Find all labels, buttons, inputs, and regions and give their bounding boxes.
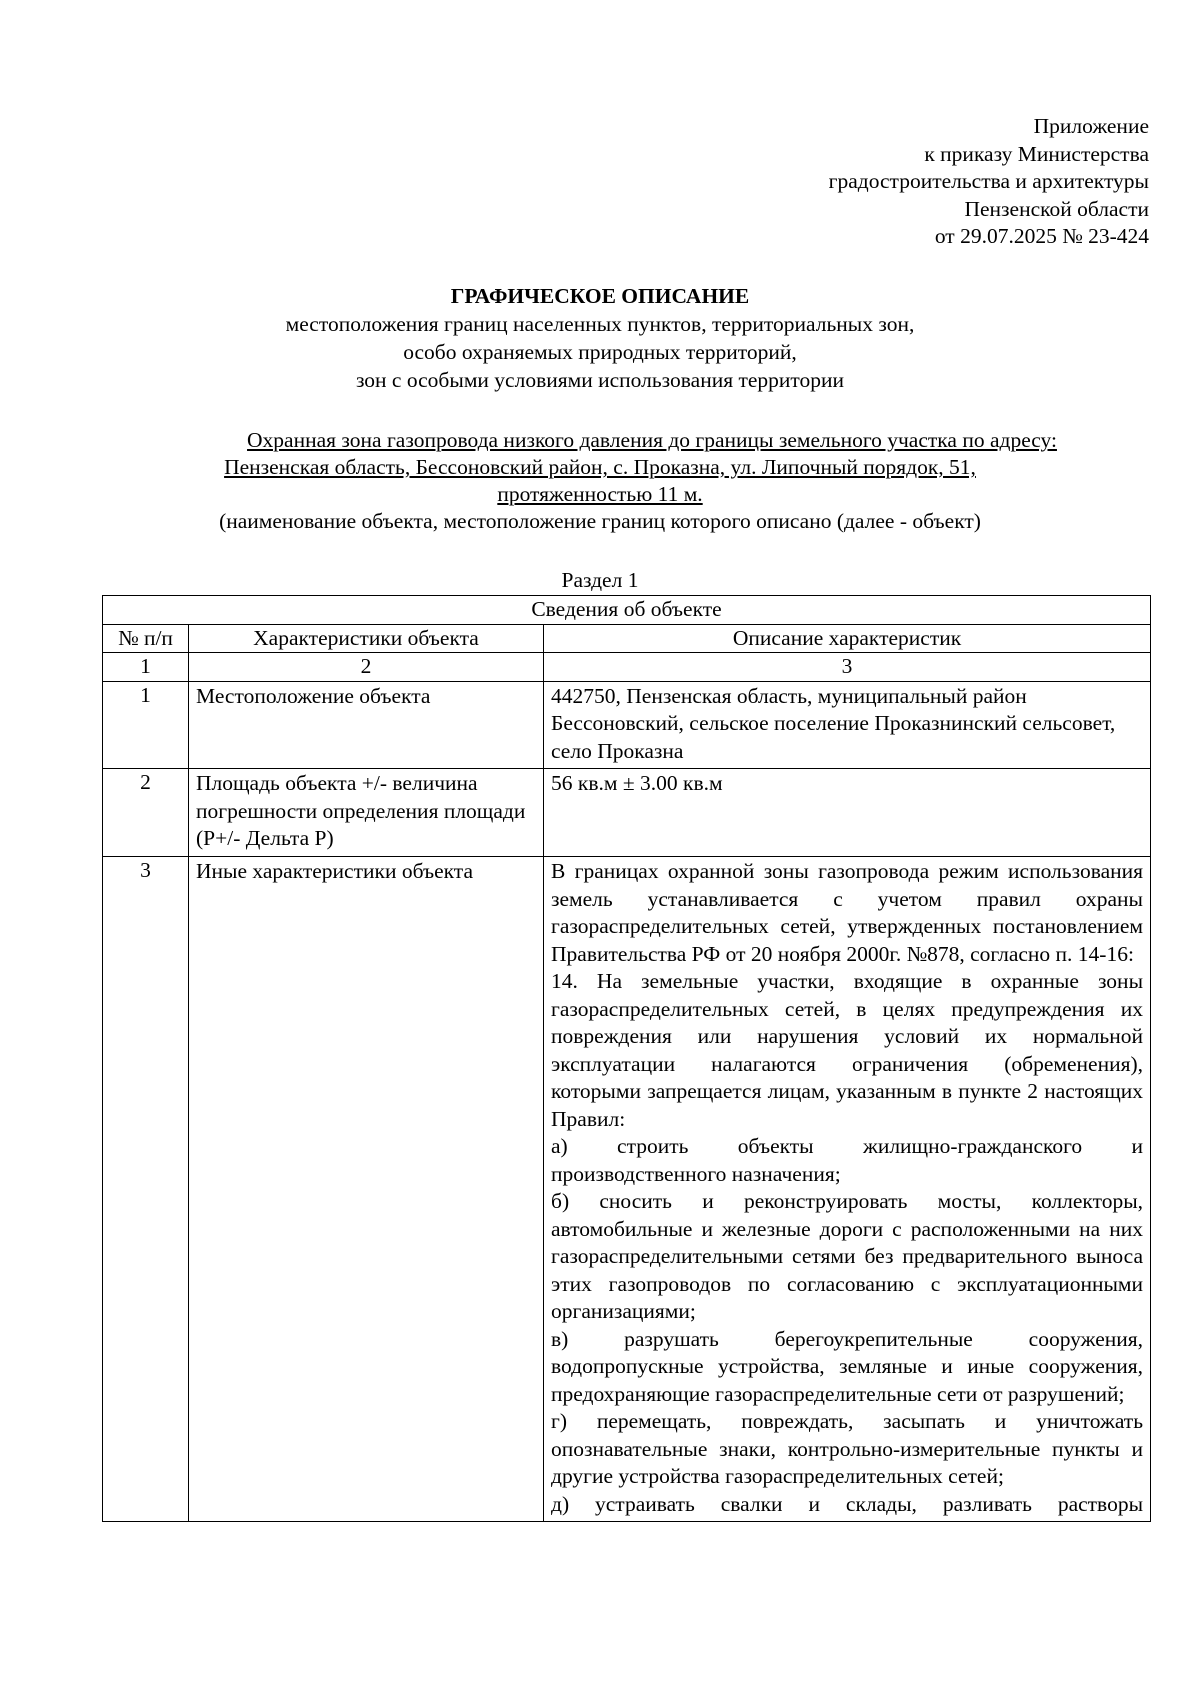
object-name-line: Пензенская область, Бессоновский район, с. Проказна, ул. Липочный порядок, 51, xyxy=(224,455,976,479)
description-paragraph: 14. На земельные участки, входящие в охранные зоны газораспределительных сетей, в целях предупреждения их повреждения или нарушения условий их нормальной эксплуатации налагаются ограничения (обременения), которыми запрещается лицам, указанным в пункте 2 настоящих Правил: xyxy=(551,969,1144,1131)
document-subtitle-line: особо охраняемых природных территорий, xyxy=(403,340,797,364)
row-characteristic: Иные характеристики объекта xyxy=(189,857,544,1522)
object-name-caption: (наименование объекта, местоположение границ которого описано (далее - объект) xyxy=(219,509,981,533)
row-number: 2 xyxy=(103,769,189,857)
row-characteristic: Местоположение объекта xyxy=(189,681,544,769)
row-characteristic: Площадь объекта +/- величина погрешности определения площади (Р+/- Дельта Р) xyxy=(189,769,544,857)
object-info-table xyxy=(102,595,1151,1522)
column-header-description: Описание характеристик xyxy=(544,624,1151,653)
description-paragraph: в) разрушать берегоукрепительные сооружения, водопропускные устройства, земляные и иные сооружения, предохраняющие газораспределительные сети от разрушений; xyxy=(551,1326,1144,1406)
row-description: 56 кв.м ± 3.00 кв.м xyxy=(544,769,1151,857)
column-header-number: № п/п xyxy=(103,624,189,653)
table-row xyxy=(103,857,1151,1522)
object-name-line: Охранная зона газопровода низкого давления до границы земельного участка по адресу: xyxy=(247,428,1057,452)
column-header-characteristics: Характеристики объекта xyxy=(189,624,544,653)
appendix-header xyxy=(549,113,1149,251)
document-subtitle-line: местоположения границ населенных пунктов, территориальных зон, xyxy=(285,312,915,336)
description-paragraph: В границах охранной зоны газопровода режим использования земель устанавливается с учетом правил охраны газораспределительных сетей, утвержденных постановлением Правительства РФ от 20 ноября 2000г. №878, согласно п. 14-16: xyxy=(551,859,1144,966)
table-column-numbers-row xyxy=(103,653,1151,682)
table-title-row xyxy=(103,596,1151,625)
description-paragraph: а) строить объекты жилищно-гражданского и производственного назначения; xyxy=(551,1134,1144,1186)
appendix-line: градостроительства и архитектуры xyxy=(828,169,1149,193)
row-number: 1 xyxy=(103,681,189,769)
appendix-line: к приказу Министерства xyxy=(924,141,1149,166)
section-label: Раздел 1 xyxy=(561,568,639,592)
description-paragraph: д) устраивать свалки и склады, разливать растворы xyxy=(551,1491,1144,1516)
description-paragraph: г) перемещать, повреждать, засыпать и уничтожать опознавательные знаки, контрольно-измерительные пункты и другие устройства газораспределительных сетей; xyxy=(551,1409,1144,1488)
document-subtitle-line: зон с особыми условиями использования территории xyxy=(355,368,845,392)
table-header-row xyxy=(103,624,1151,653)
table-row xyxy=(103,681,1151,769)
appendix-line: Приложение xyxy=(1033,114,1149,138)
row-description: 442750, Пензенская область, муниципальный район Бессоновский, сельское поселение Проказнинский сельсовет, село Проказна xyxy=(544,681,1151,769)
appendix-date-number: от 29.07.2025 № 23-424 xyxy=(934,224,1149,248)
object-name-line: протяженностью 11 м. xyxy=(497,482,703,506)
column-number: 3 xyxy=(544,653,1151,682)
row-number: 3 xyxy=(103,857,189,1522)
object-name-block xyxy=(0,427,1200,535)
table-row xyxy=(103,769,1151,857)
row-description xyxy=(544,857,1151,1522)
document-title: ГРАФИЧЕСКОЕ ОПИСАНИЕ xyxy=(450,284,750,308)
column-number: 1 xyxy=(103,653,189,682)
appendix-line: Пензенской области xyxy=(964,196,1149,221)
table-title: Сведения об объекте xyxy=(103,596,1151,625)
description-paragraph: б) сносить и реконструировать мосты, коллекторы, автомобильные и железные дороги с расположенными на них газораспределительными сетями без предварительного выноса этих газопроводов по согласованию с эксплуатационными организациями; xyxy=(551,1189,1144,1323)
document-title-block xyxy=(0,282,1200,394)
column-number: 2 xyxy=(189,653,544,682)
